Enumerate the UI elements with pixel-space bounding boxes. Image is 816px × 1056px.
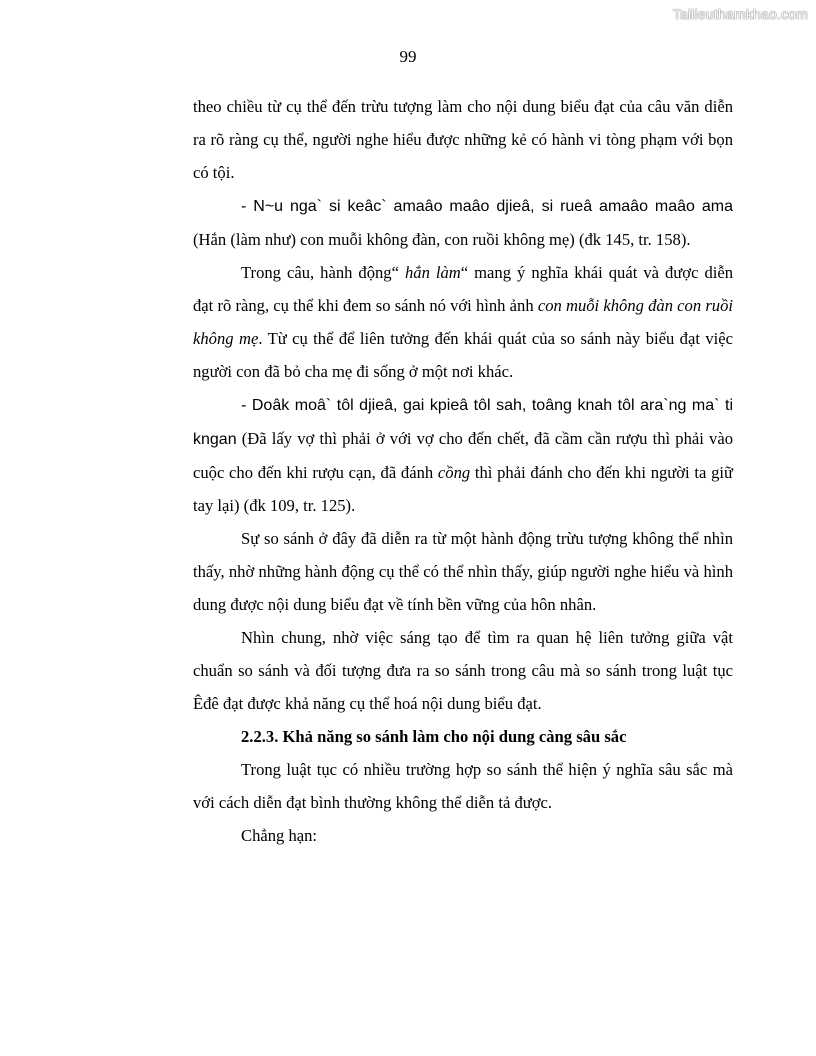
paragraph: Sự so sánh ở đây đã diễn ra từ một hành động trừu tượng không thể nhìn thấy, nhờ những hành động cụ thể có thể nhìn thấy, giúp người nghe hiểu và hình dung được nội dung biểu đạt về tính bền vững của hôn nhân. bbox=[193, 529, 733, 614]
page-number: 99 bbox=[399, 47, 417, 66]
italic-text: hắn làm bbox=[404, 263, 461, 282]
section-heading: 2.2.3. Khả năng so sánh làm cho nội dung càng sâu sắc bbox=[241, 727, 627, 746]
paragraph: theo chiều từ cụ thể đến trừu tượng làm cho nội dung biểu đạt của câu văn diễn ra rõ ràng cụ thể, người nghe hiểu được những kẻ có hành vi tòng phạm với bọn có tội. bbox=[193, 97, 733, 182]
translation: thì phải đánh cho đến khi người ta giữ tay lại) (đk 109, tr. 125). bbox=[193, 463, 733, 515]
text-run: “ mang ý nghĩa khái quát và được diễn đạt rõ ràng, cụ thể khi đem so sánh nó với hình ảnh bbox=[193, 263, 734, 315]
text-run: Trong câu, hành động“ bbox=[241, 263, 405, 282]
italic-text: cồng bbox=[437, 463, 471, 482]
paragraph: Chẳng hạn: bbox=[241, 826, 318, 845]
italic-text: con muỗi không đàn con ruồi không mẹ bbox=[193, 296, 733, 348]
paragraph bbox=[193, 256, 733, 388]
translation: (Hắn (làm như) con muỗi không đàn, con ruồi không mẹ) (đk 145, tr. 158). bbox=[193, 230, 691, 249]
paragraph: Trong luật tục có nhiều trường hợp so sánh thể hiện ý nghĩa sâu sắc mà với cách diễn đạt bình thường không thể diễn tả được. bbox=[193, 760, 733, 812]
watermark: Tailieuthamkhao.com bbox=[672, 6, 808, 22]
document-body bbox=[193, 90, 733, 852]
paragraph: Nhìn chung, nhờ việc sáng tạo để tìm ra quan hệ liên tưởng giữa vật chuẩn so sánh và đối tượng đưa ra so sánh trong câu mà so sánh trong luật tục Êđê đạt được khả năng cụ thể hoá nội dung biểu đạt. bbox=[193, 628, 733, 713]
ede-quote-paragraph bbox=[193, 189, 733, 256]
ede-quote: - Doâk moâ` tôl djieâ, gai kpieâ tôl sah, toâng knah tôl ara`ng ma` ti kngan bbox=[193, 397, 733, 448]
text-run: . Từ cụ thể để liên tưởng đến khái quát của so sánh này biểu đạt việc người con đã bỏ cha mẹ đi sống ở một nơi khác. bbox=[193, 329, 733, 381]
translation: (Đã lấy vợ thì phải ở với vợ cho đến chết, đã cầm cần rượu thì phải vào cuộc cho đến khi rượu cạn, đã đánh bbox=[193, 429, 733, 482]
ede-quote: - N~u nga` si keâc` amaâo maâo djieâ, si rueâ amaâo maâo ama bbox=[241, 198, 733, 215]
ede-quote-paragraph bbox=[193, 388, 733, 522]
